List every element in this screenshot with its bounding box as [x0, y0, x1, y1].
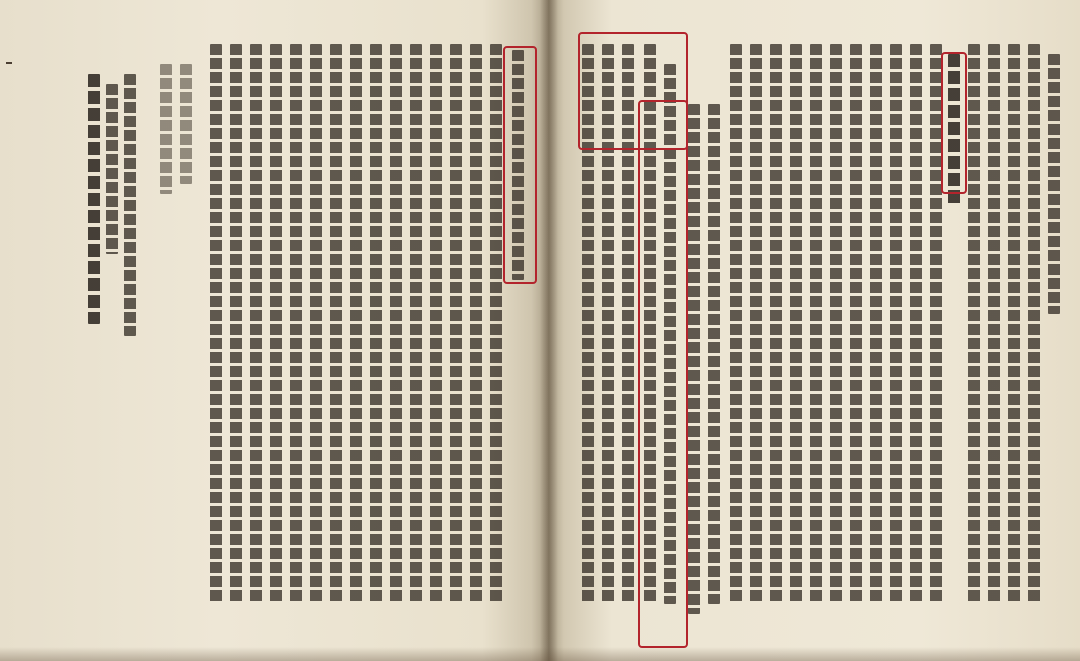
right-page-text-column: [910, 44, 922, 604]
left-page-text-column: [390, 44, 402, 604]
right-page-text-column: [968, 44, 980, 604]
left-page-text-column: [490, 44, 502, 604]
annotation-box-tall: [638, 100, 688, 648]
left-page-text-column: [470, 44, 482, 604]
page-edge-mark: [6, 62, 12, 64]
left-page-text-column: [250, 44, 262, 604]
left-page-text-column: [290, 44, 302, 604]
right-page-text-column: [750, 44, 762, 604]
left-page-text-column: [124, 74, 136, 336]
right-page-text-column: [688, 104, 700, 614]
left-page-text-column: [270, 44, 282, 604]
left-page-text-column: [370, 44, 382, 604]
right-page-text-column: [1048, 54, 1060, 314]
annotation-box-heading: [941, 52, 967, 194]
right-page-text-column: [1028, 44, 1040, 604]
left-page-text-column: [180, 64, 192, 184]
right-page-text-column: [870, 44, 882, 604]
left-page-text-column: [430, 44, 442, 604]
left-page-text-column: [88, 74, 100, 324]
right-page-text-column: [850, 44, 862, 604]
annotation-box-left: [503, 46, 537, 284]
left-page-text-column: [210, 44, 222, 604]
right-page-text-column: [790, 44, 802, 604]
right-page-text-column: [810, 44, 822, 604]
left-page-text-column: [160, 64, 172, 194]
book-gutter: [540, 0, 558, 661]
right-page-text-column: [1008, 44, 1020, 604]
page-bottom-shadow: [0, 647, 1080, 661]
left-page-text-column: [310, 44, 322, 604]
right-page-text-column: [890, 44, 902, 604]
right-page-text-column: [830, 44, 842, 604]
right-page-text-column: [770, 44, 782, 604]
left-page-text-column: [330, 44, 342, 604]
left-page-text-column: [106, 84, 118, 254]
right-page-text-column: [730, 44, 742, 604]
right-page-text-column: [708, 104, 720, 604]
right-page-text-column: [988, 44, 1000, 604]
left-page-text-column: [450, 44, 462, 604]
left-page-text-column: [350, 44, 362, 604]
left-page-text-column: [410, 44, 422, 604]
left-page-text-column: [230, 44, 242, 604]
